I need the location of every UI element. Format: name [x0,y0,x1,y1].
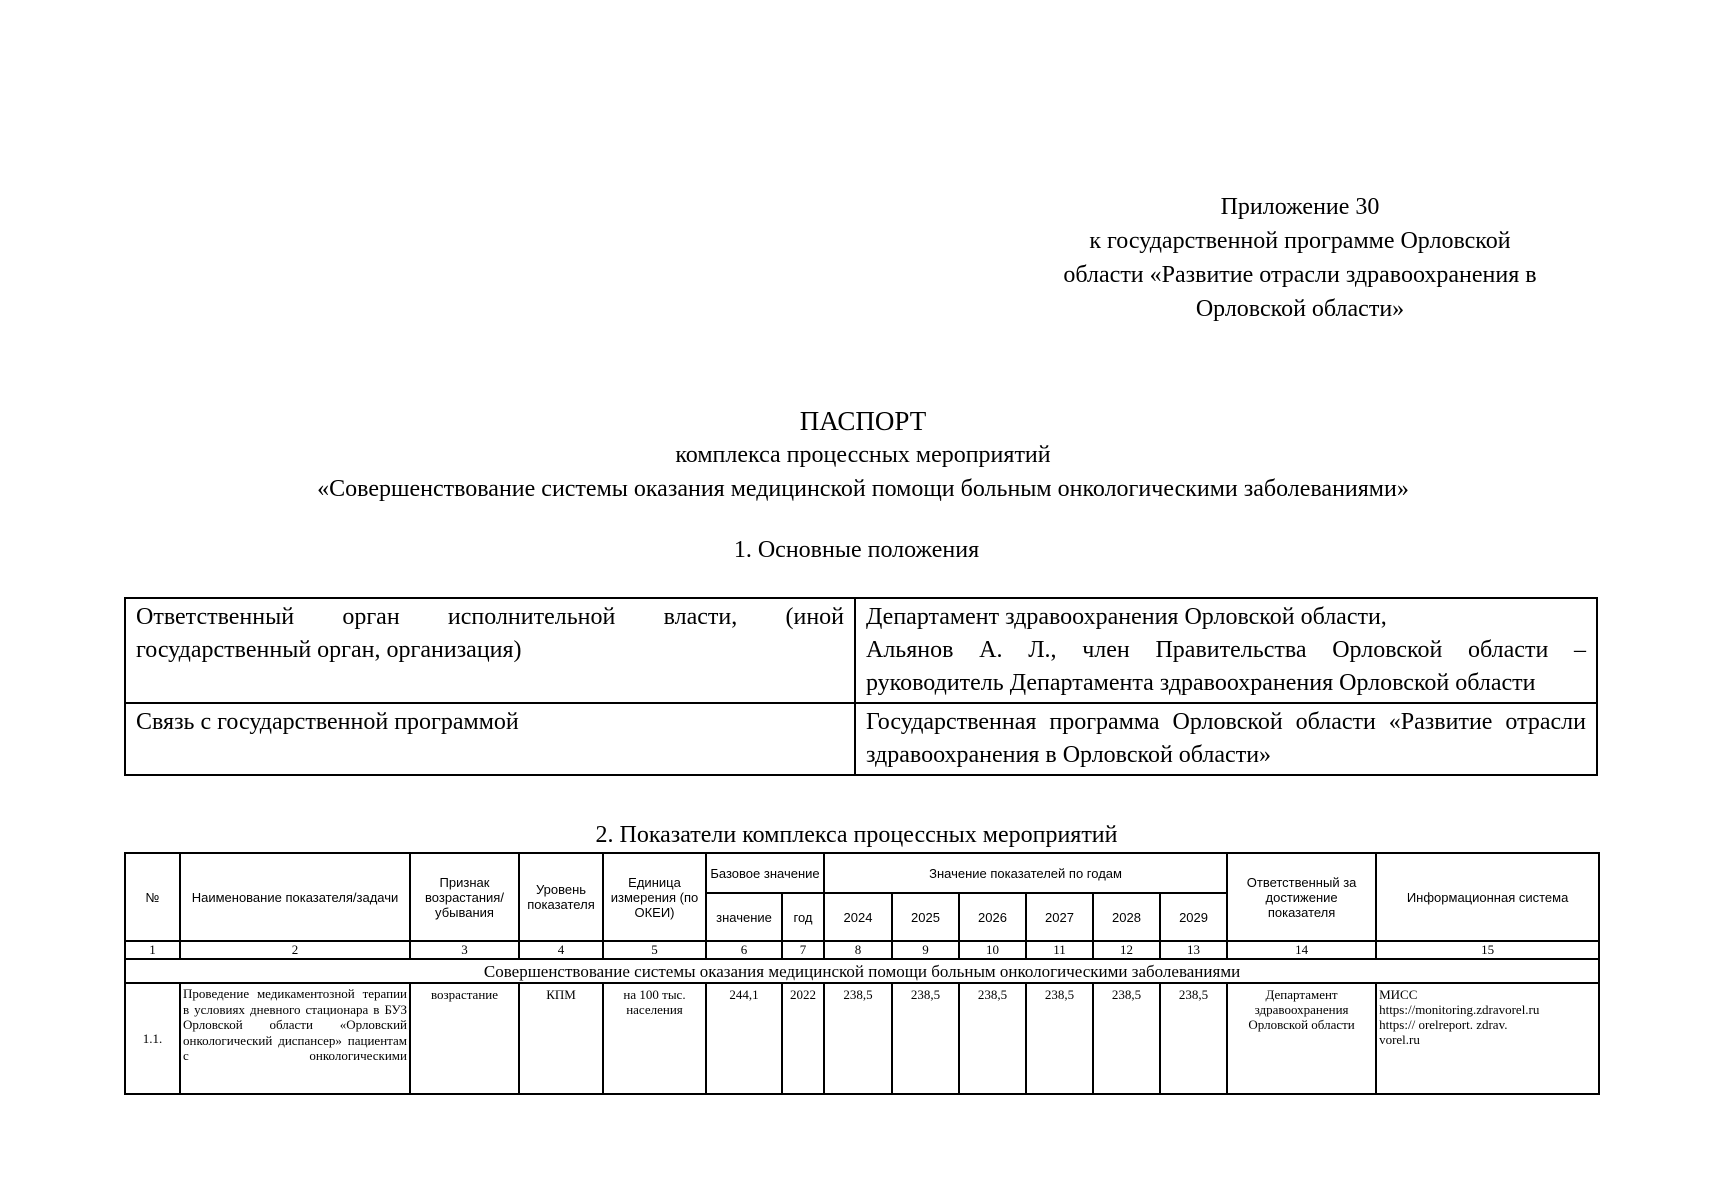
column-number: 6 [706,941,782,959]
header-base: Базовое значение [706,853,824,893]
row-base-value: 244,1 [706,983,782,1094]
column-number: 12 [1093,941,1160,959]
column-number: 2 [180,941,410,959]
header-year-2028: 2028 [1093,893,1160,941]
row-value-2024: 238,5 [824,983,892,1094]
column-number: 4 [519,941,603,959]
row-trend: возрастание [410,983,519,1094]
header-year-2029: 2029 [1160,893,1227,941]
column-number: 13 [1160,941,1227,959]
header-year-2025: 2025 [892,893,959,941]
header-name: Наименование показателя/задачи [180,853,410,941]
title-passport: ПАСПОРТ [799,406,927,436]
column-number: 10 [959,941,1026,959]
task-section-row [125,959,1599,983]
header-no: № [125,853,180,941]
header-responsible: Ответственный за достижение показателя [1227,853,1376,941]
row-value-2026: 238,5 [959,983,1026,1094]
row-value-2025: 238,5 [892,983,959,1094]
appendix-note [1000,190,1600,326]
column-number: 14 [1227,941,1376,959]
column-number: 15 [1376,941,1599,959]
row-base-year: 2022 [782,983,824,1094]
program-link-label: Связь с государственной программой [125,703,855,775]
responsible-body-value-line: Департамент здравоохранения Орловской области, [866,604,1387,630]
appendix-line-1: Приложение 30 [1220,194,1380,220]
appendix-line-2: к государственной программе Орловской [1089,228,1511,254]
document-title [100,404,1626,506]
column-number: 9 [892,941,959,959]
header-year-2027: 2027 [1026,893,1093,941]
appendix-line-3: области «Развитие отрасли здравоохранения в [1063,262,1537,288]
header-base-year: год [782,893,824,941]
main-provisions-table [124,597,1598,776]
column-number: 11 [1026,941,1093,959]
column-number: 1 [125,941,180,959]
column-number: 3 [410,941,519,959]
row-responsible: Департамент здравоохранения Орловской области [1227,983,1376,1094]
system-name: МИСС [1379,987,1418,1002]
program-link-value: Государственная программа Орловской области «Развитие отрасли здравоохранения в Орловской области» [855,703,1597,775]
row-system [1376,983,1599,1094]
header-base-value: значение [706,893,782,941]
responsible-body-label: Ответственный орган исполнительной власти, (иной государственный орган, организация) [125,598,855,703]
header-system: Информационная система [1376,853,1599,941]
indicators-table [124,852,1600,1095]
table-row [125,703,1597,775]
system-url: https:// orelreport. zdrav. [1379,1017,1508,1032]
row-value-2029: 238,5 [1160,983,1227,1094]
header-trend: Признак возрастания/ убывания [410,853,519,941]
column-number: 7 [782,941,824,959]
header-year-2026: 2026 [959,893,1026,941]
header-level: Уровень показателя [519,853,603,941]
task-section-title: Совершенствование системы оказания медицинской помощи больным онкологическими заболеваниями [125,959,1599,983]
system-url: vorel.ru [1379,1032,1420,1047]
row-unit: на 100 тыс. населения [603,983,706,1094]
header-year-2024: 2024 [824,893,892,941]
table-row [125,598,1597,703]
table-row [125,983,1599,1094]
system-url: https://monitoring.zdravorel.ru [1379,1002,1540,1017]
title-subtitle: комплекса процессных мероприятий [675,442,1051,468]
appendix-line-4: Орловской области» [1195,296,1405,322]
header-years-group: Значение показателей по годам [824,853,1227,893]
row-name: Проведение медикаментозной терапии в условиях дневного стационара в БУЗ Орловской области «Орловский онкологический диспансер» пациентам с онкологическими [180,983,410,1094]
row-level: КПМ [519,983,603,1094]
column-numbers-row [125,941,1599,959]
column-number: 5 [603,941,706,959]
row-value-2028: 238,5 [1093,983,1160,1094]
header-row [125,853,1599,893]
section-2-heading: 2. Показатели комплекса процессных мероприятий [595,822,1118,848]
row-value-2027: 238,5 [1026,983,1093,1094]
title-program-name: «Совершенствование системы оказания медицинской помощи больным онкологическими заболеваниями» [317,476,1409,502]
header-unit: Единица измерения (по ОКЕИ) [603,853,706,941]
section-1-heading: 1. Основные положения [733,537,980,563]
row-no: 1.1. [125,983,180,1094]
responsible-body-value [855,598,1597,703]
responsible-body-value-line: Альянов А. Л., член Правительства Орловской области – руководитель Департамента здравоохранения Орловской области [866,637,1586,696]
column-number: 8 [824,941,892,959]
